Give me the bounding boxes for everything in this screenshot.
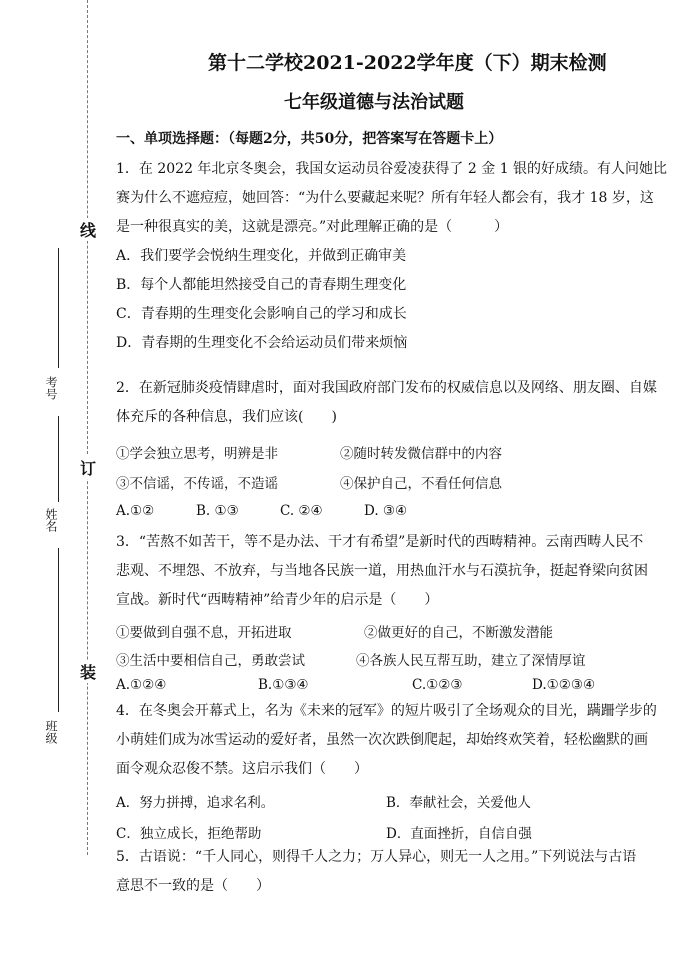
question-2-choice-c: C. ②④	[280, 503, 323, 519]
binding-char-xian: 线	[80, 218, 96, 241]
question-4-choice-c: C．独立成长，拒绝帮助	[116, 826, 262, 842]
question-5-line-1: 5．古语说：“千人同心，则得千人之力；万人异心，则无一人之用。”下列说法与古语	[116, 849, 637, 865]
question-1-option-d: D．青春期的生理变化不会给运动员们带来烦恼	[116, 335, 408, 351]
class-line	[58, 548, 59, 712]
section-heading: 一、单项选择题：（每题2分，共50分，把答案写在答题卡上）	[116, 131, 503, 147]
question-3-item-1: ①要做到自强不息，开拓进取	[116, 625, 292, 641]
question-1	[116, 155, 668, 358]
exam-number-label: 考号	[44, 376, 58, 400]
question-2-item-3: ③不信谣，不传谣，不造谣	[116, 476, 278, 492]
binding-dashed-line	[87, 0, 88, 855]
name-label: 姓名	[44, 508, 58, 532]
question-2-item-4: ④保护自己，不看任何信息	[340, 476, 502, 492]
class-label: 班级	[44, 720, 58, 744]
page-title: 第十二学校2021-2022学年度（下）期末检测	[208, 52, 607, 74]
question-2-choice-a: A.①②	[116, 503, 155, 519]
question-3-line-3: 宣战。新时代“西畴精神”给青少年的启示是（ ）	[116, 592, 439, 608]
question-1-line-2: 赛为什么不遮痘痘，她回答：“为什么要藏起来呢？所有年轻人都会有，我才 18 岁，这	[116, 190, 654, 206]
binding-char-ding: 订	[80, 456, 96, 479]
page-subtitle: 七年级道德与法治试题	[284, 92, 464, 113]
question-4-line-3: 面令观众忍俊不禁。这启示我们（ ）	[116, 761, 368, 777]
name-line	[58, 416, 59, 502]
question-2-choice-d: D. ③④	[364, 503, 408, 519]
question-1-option-c: C．青春期的生理变化会影响自己的学习和成长	[116, 306, 407, 322]
question-2-choice-b: B. ①③	[196, 503, 239, 519]
question-4-line-2: 小萌娃们成为冰雪运动的爱好者，虽然一次次跌倒爬起，却始终欢笑着，轻松幽默的画	[116, 732, 648, 748]
question-3-item-2: ②做更好的自己，不断激发潜能	[364, 625, 553, 641]
question-5	[116, 843, 656, 901]
question-4-line-1: 4．在冬奥会开幕式上，名为《未来的冠军》的短片吸引了全场观众的目光，蹒跚学步的	[116, 703, 657, 719]
question-3-item-4: ④各族人民互帮互助，建立了深情厚谊	[356, 653, 586, 669]
question-1-option-b: B．每个人都能坦然接受自己的青春期生理变化	[116, 277, 407, 293]
question-3	[116, 528, 656, 615]
question-3-choice-a: A.①②④	[116, 677, 167, 693]
question-4	[116, 697, 656, 784]
question-3-line-1: 3．“苦熬不如苦干，等不是办法、干才有希望”是新时代的西畴精神。云南西畴人民不	[116, 534, 644, 550]
question-2-item-1: ①学会独立思考，明辨是非	[116, 446, 278, 462]
question-1-line-1: 1．在 2022 年北京冬奥会，我国女运动员谷爱凌获得了 2 金 1 银的好成绩。有人问她比	[116, 161, 668, 177]
question-1-option-a: A．我们要学会悦纳生理变化，并做到正确审美	[116, 248, 407, 264]
question-2-line-1: 2．在新冠肺炎疫情肆虐时，面对我国政府部门发布的权威信息以及网络、朋友圈、自媒	[116, 380, 657, 396]
question-2-line-2: 体充斥的各种信息，我们应该( )	[116, 409, 337, 425]
question-3-line-2: 悲观、不埋怨、不放弃，与当地各民族一道，用热血汗水与石漠抗争，挺起脊梁向贫困	[116, 563, 648, 579]
question-3-choice-c: C.①②③	[412, 677, 463, 693]
question-3-choice-d: D.①②③④	[532, 677, 596, 693]
question-2	[116, 374, 656, 432]
question-1-line-3: 是一种很真实的美，这就是漂亮。”对此理解正确的是（ ）	[116, 219, 509, 235]
binding-margin	[0, 0, 110, 971]
question-5-line-2: 意思不一致的是（ ）	[116, 878, 270, 894]
exam-number-line	[58, 248, 59, 368]
question-3-choice-b: B.①③④	[258, 677, 309, 693]
question-4-choice-a: A．努力拼搏，追求名利。	[116, 795, 275, 811]
question-3-item-3: ③生活中要相信自己，勇敢尝试	[116, 653, 305, 669]
question-4-choice-b: B．奉献社会，关爱他人	[386, 795, 531, 811]
question-2-item-2: ②随时转发微信群中的内容	[340, 446, 502, 462]
question-4-choice-d: D．直面挫折，自信自强	[386, 826, 532, 842]
binding-char-zhuang: 装	[80, 660, 96, 683]
